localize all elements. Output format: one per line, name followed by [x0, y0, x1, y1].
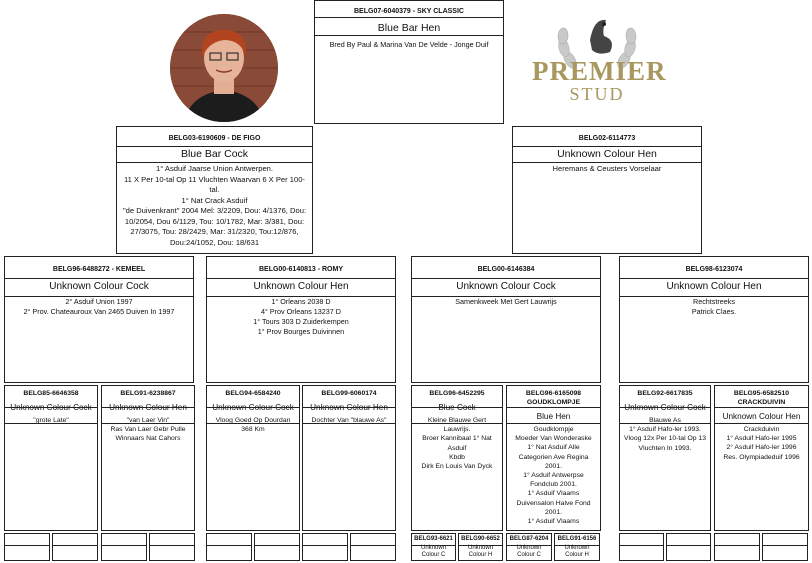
pigeon-name [715, 536, 759, 538]
divider [5, 423, 97, 424]
pigeon-name: Blue Bar Hen [377, 22, 441, 34]
divider [763, 545, 807, 546]
pigeon-name: Unknown Colour Hen [557, 148, 657, 160]
ring-number: BELG03-6190609 - DE FIGO [168, 135, 261, 142]
divider [667, 545, 710, 546]
divider [207, 545, 251, 546]
pigeon-name: Unknown Colour C [516, 545, 542, 558]
great-grandparent-card [4, 385, 98, 531]
ring-number: BELG99-6060174 [321, 390, 377, 397]
pigeon-name [53, 536, 97, 538]
divider [412, 545, 455, 546]
ring-number: BELG85-6646358 [23, 390, 79, 397]
pigeon-info: Kleine Blauwe Gert Lauwrijs. Broer Kannibaal 1° Nat Asduif Kbdb Dirk En Louis Van Dyck [421, 417, 493, 471]
sire-card [116, 126, 313, 254]
pigeon-info: Vloog Goed Op Dourdan 368 Km [215, 417, 291, 434]
divider [102, 407, 194, 408]
great-grandparent-card [101, 385, 195, 531]
divider [555, 545, 599, 546]
pigeon-name: Unknown Colour Cock [212, 403, 294, 412]
divider [5, 407, 97, 408]
divider [5, 278, 193, 279]
divider [303, 407, 395, 408]
pigeon-info: 1° Asduif Jaarse Union Antwerpen. 11 X Per 10-tal Op 11 Vluchten Waarvan 6 X Per 100-tal. 1° Nat Crack Asduif "de Duivenkrant" 2004 Mel: 3/2209, Dou: 4/1376, Dou: 10/2054, Dou 6/1129, Tou: 10/1782, Mar: 3/381, Dou: 27/3075, Tou: 28/2429, Mar: 31/2320, Tou:12/876, Dou:24/1052, Dou: 18/631 [122, 164, 307, 247]
divider [507, 423, 600, 424]
divider [412, 423, 502, 424]
pigeon-info: Blauwe As 1° Asduif Hafo-ler 1993. Vloog 12x Per 10-tal Op 13 Vluchten In 1993. [624, 417, 706, 452]
ring-number: BELG90-6652 [461, 536, 500, 542]
divider [620, 278, 808, 279]
divider [620, 545, 663, 546]
ancestor-card [506, 533, 552, 561]
pigeon-name: Blue Bar Cock [180, 148, 249, 160]
pigeon-info: "van Laer Vin" Ras Van Laer Gebr Pulle Winnaars Nat Cahors [110, 417, 186, 443]
pigeon-name: Unknown Colour Hen [722, 412, 801, 421]
divider [620, 423, 710, 424]
premier-stud-logo [532, 12, 667, 112]
pigeon-name: Unknown Colour H [467, 545, 493, 558]
ring-number: BELG91-6238867 [120, 390, 176, 397]
divider [459, 545, 502, 546]
pigeon-info: 1° Orleans 2038 D 4° Prov Orleans 13237 D 1° Tours 303 D Zuiderkempen 1° Prov Bourges Duivinnen [253, 297, 349, 336]
pigeon-name [351, 536, 395, 538]
breeder-photo [170, 14, 278, 122]
ancestor-card [350, 533, 396, 561]
great-grandparent-card [714, 385, 809, 531]
divider [620, 407, 710, 408]
great-grandparent-card [302, 385, 396, 531]
ancestor-card [554, 533, 600, 561]
pigeon-name: Unknown Colour Hen [666, 281, 762, 292]
divider [507, 407, 600, 408]
great-grandparent-card [206, 385, 300, 531]
ancestor-card [302, 533, 348, 561]
divider [412, 278, 600, 279]
grandparent-card [206, 256, 396, 383]
pigeon-info: "grote Late" [33, 417, 69, 424]
ancestor-card [4, 533, 50, 561]
pigeon-name: Unknown Colour Cock [10, 403, 92, 412]
pigeon-name: Blue Hen [536, 412, 571, 421]
pigeon-name [255, 536, 299, 538]
grandparent-card [411, 256, 601, 383]
divider [207, 296, 395, 297]
pigeon-info: Bred By Paul & Marina Van De Velde - Jonge Duif [329, 40, 489, 49]
ancestor-card [666, 533, 711, 561]
pigeon-name: Unknown Colour H [564, 545, 590, 558]
ring-number: BELG92-6617835 [637, 390, 693, 397]
pigeon-info: Dochter Van "blauwe As" [311, 417, 387, 424]
great-grandparent-card [411, 385, 503, 531]
divider [102, 423, 194, 424]
great-grandparent-card [619, 385, 711, 531]
pigeon-info: Goudklompje Moeder Van Wonderaske 1° Nat Asduif Alle Categorien Ave Regina 2001. 1° Asduif Antwerpse Fondclub 2001. 1° Asduif Vlaams Duivensalon Halve Fond 2001. 1° Asduif Vlaams [515, 426, 592, 526]
pigeon-name: Unknown Colour C [420, 545, 446, 558]
ring-number: BELG00-6140813 - ROMY [258, 266, 344, 273]
pigeon-name: Unknown Colour Cock [456, 281, 556, 292]
ring-number: BELG00-6146384 [477, 266, 535, 273]
ancestor-card [458, 533, 503, 561]
pigeon-name: Unknown Colour Hen [109, 403, 187, 412]
divider [715, 545, 759, 546]
divider [207, 278, 395, 279]
logo-word-premier: PREMIER [532, 56, 667, 86]
ancestor-card [619, 533, 664, 561]
ancestor-card [762, 533, 808, 561]
divider [207, 407, 299, 408]
divider [507, 545, 551, 546]
ring-number: BELG02-6114773 [578, 135, 636, 142]
ancestor-card [101, 533, 147, 561]
ancestor-card [149, 533, 195, 561]
divider [207, 423, 299, 424]
grandparent-card [4, 256, 194, 383]
ring-number: BELG96-6452295 [429, 390, 485, 397]
divider [715, 407, 808, 408]
divider [303, 423, 395, 424]
pigeon-name: Unknown Colour Hen [310, 403, 388, 412]
ancestor-card [206, 533, 252, 561]
subject-card [314, 0, 504, 124]
pigeon-name: Unknown Colour Cock [624, 403, 706, 412]
pigeon-name [150, 536, 194, 538]
pigeon-info: 2° Asduif Union 1997 2° Prov. Chateauroux Van 2465 Duiven In 1997 [23, 297, 175, 316]
ancestor-card [52, 533, 98, 561]
divider [102, 545, 146, 546]
pigeon-name [303, 536, 347, 538]
divider [5, 545, 49, 546]
ring-number: BELG07-6040379 - SKY CLASSIC [354, 8, 464, 15]
ring-number: BELG96-6488272 - KEMEEL [52, 266, 146, 273]
divider [150, 545, 194, 546]
pigeon-name [5, 536, 49, 538]
ancestor-card [714, 533, 760, 561]
ring-number: BELG95-6582510 CRACKDUIVIN [733, 390, 790, 406]
dam-card [512, 126, 702, 254]
pigeon-name: Blue Cock [438, 403, 476, 412]
divider [5, 296, 193, 297]
ring-number: BELG87-6204 [509, 536, 549, 542]
ancestor-card [411, 533, 456, 561]
pigeon-name [102, 536, 146, 538]
divider [412, 296, 600, 297]
pigeon-info: Rechtstreeks Patrick Claes. [691, 297, 737, 316]
ring-number: BELG98-6123074 [685, 266, 743, 273]
divider [53, 545, 97, 546]
ring-number: BELG96-6165098 GOUDKLOMPJE [525, 390, 582, 406]
ring-number: BELG91-6156 [557, 536, 597, 542]
pigeon-name [207, 536, 251, 538]
grandparent-card [619, 256, 809, 383]
pigeon-name: Unknown Colour Hen [253, 281, 349, 292]
divider [620, 296, 808, 297]
ring-number: BELG94-6584240 [225, 390, 281, 397]
pigeon-info: Crackduivin 1° Asduif Hafo-ler 1995 2° Asduif Hafo-ler 1996 Res. Olympiadeduif 1996 [723, 426, 800, 461]
pigeon-info: Samenkweek Met Gert Lauwrijs [455, 297, 557, 306]
logo-word-stud: STUD [569, 84, 625, 104]
divider [351, 545, 395, 546]
great-grandparent-card [506, 385, 601, 531]
divider [255, 545, 299, 546]
divider [303, 545, 347, 546]
pigeon-name [763, 536, 807, 538]
divider [412, 407, 502, 408]
pigeon-info: Heremans & Ceusters Vorselaar [552, 164, 662, 173]
pigeon-name [667, 536, 710, 538]
pigeon-name [620, 536, 663, 538]
ring-number: BELG93-6621 [414, 536, 453, 542]
ancestor-card [254, 533, 300, 561]
pigeon-name: Unknown Colour Cock [49, 281, 149, 292]
divider [715, 423, 808, 424]
